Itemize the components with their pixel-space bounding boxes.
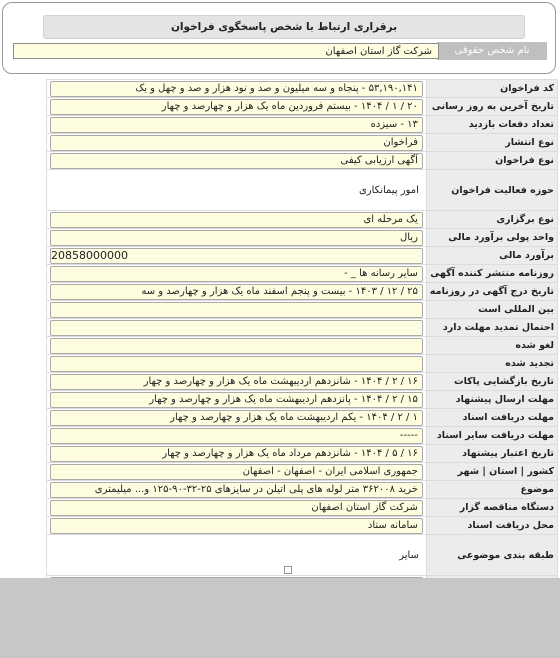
field-label: نوع فراخوان (426, 152, 557, 170)
field-label: حوزه فعالیت فراخوان (426, 170, 557, 211)
field-value: یک مرحله ای (50, 212, 423, 228)
field-label: تعداد دفعات بازدید (426, 116, 557, 134)
field-value: خرید ۳۶۲۰۰۸ متر لوله های پلی اتیلن در سایزهای ۲۵-۳۲-۹۰-۱۲۵ و... میلیمتری (50, 482, 423, 498)
field-value (50, 320, 423, 336)
field-value: ----- (50, 428, 423, 444)
detail-row (47, 535, 558, 576)
field-value-cell (47, 283, 427, 301)
field-value-cell (47, 80, 427, 98)
field-value: ۵۳,۱۹۰,۱۴۱ - پنجاه و سه میلیون و صد و نود هزار و صد و چهل و یک (50, 81, 423, 97)
entity-label: نام شخص حقوقی (437, 42, 547, 60)
detail-row (47, 80, 558, 98)
field-value: ۱۶ / ۵ / ۱۴۰۴ - شانزدهم مرداد ماه یک هزار و چهارصد و چهار (50, 446, 423, 462)
field-value: فراخوان (50, 135, 423, 151)
detail-row (47, 301, 558, 319)
field-value: سامانه ستاد (50, 518, 423, 534)
field-value-cell (47, 517, 427, 535)
detail-row (47, 481, 558, 499)
tender-details-table (46, 79, 558, 594)
field-label: لغو شده (426, 337, 557, 355)
field-value: 20858000000 (50, 248, 423, 264)
field-label: تاریخ آخرین به روز رسانی (426, 98, 557, 116)
field-value-cell (47, 535, 427, 576)
field-label: واحد پولی برآورد مالی (426, 229, 557, 247)
field-value-cell (47, 116, 427, 134)
field-value-cell (47, 319, 427, 337)
field-value: ۲۰ / ۱ / ۱۴۰۴ - بیستم فروردین ماه یک هزار و چهارصد و چهار (50, 99, 423, 115)
field-label: کشور | استان | شهر (426, 463, 557, 481)
field-value-cell (47, 170, 427, 211)
field-value-cell (47, 445, 427, 463)
field-label: دستگاه مناقصه گزار (426, 499, 557, 517)
field-value-cell (47, 373, 427, 391)
detail-row (47, 265, 558, 283)
detail-row (47, 229, 558, 247)
field-value-cell (47, 427, 427, 445)
detail-row (47, 283, 558, 301)
field-value: آگهی ارزیابی کیفی (50, 153, 423, 169)
field-value-cell (47, 409, 427, 427)
field-value: امور پیمانکاری (358, 184, 419, 196)
field-label: کد فراخوان (426, 80, 557, 98)
field-value: ۱۳ - سیزده (50, 117, 423, 133)
detail-row (47, 170, 558, 211)
field-label: روزنامه منتشر کننده آگهی (426, 265, 557, 283)
contact-panel (2, 2, 556, 74)
field-label: مهلت دریافت سایر اسناد (426, 427, 557, 445)
field-value-cell (47, 337, 427, 355)
field-label: تجدید شده (426, 355, 557, 373)
field-value-cell (47, 499, 427, 517)
footer-band (0, 578, 560, 658)
field-value-cell (47, 98, 427, 116)
field-value-cell (47, 463, 427, 481)
field-value-cell (47, 211, 427, 229)
field-label: نوع انتشار (426, 134, 557, 152)
field-label: تاریخ درج آگهی در روزنامه (426, 283, 557, 301)
field-value (50, 356, 423, 372)
page-marker (284, 566, 292, 574)
field-label: تاریخ اعتبار پیشنهاد (426, 445, 557, 463)
detail-row (47, 134, 558, 152)
field-label: احتمال تمدید مهلت دارد (426, 319, 557, 337)
field-label: تاریخ بازگشایی پاکات (426, 373, 557, 391)
field-value: ۲۵ / ۱۲ / ۱۴۰۳ - بیست و پنجم اسفند ماه یک هزار و چهارصد و سه (50, 284, 423, 300)
field-value: ۱۵ / ۲ / ۱۴۰۴ - پانزدهم اردیبهشت ماه یک هزار و چهارصد و چهار (50, 392, 423, 408)
field-value: شرکت گاز استان اصفهان (50, 500, 423, 516)
field-value-cell (47, 134, 427, 152)
field-value (50, 302, 423, 318)
field-label: بین المللی است (426, 301, 557, 319)
field-label: محل دریافت اسناد (426, 517, 557, 535)
field-value-cell (47, 229, 427, 247)
detail-row (47, 152, 558, 170)
field-label: نوع برگزاری (426, 211, 557, 229)
field-value-cell (47, 247, 427, 265)
detail-row (47, 116, 558, 134)
field-value (50, 338, 423, 354)
detail-row (47, 445, 558, 463)
field-value-cell (47, 265, 427, 283)
detail-row (47, 517, 558, 535)
field-value-cell (47, 481, 427, 499)
detail-row (47, 355, 558, 373)
detail-row (47, 98, 558, 116)
detail-row (47, 499, 558, 517)
field-label: مهلت دریافت اسناد (426, 409, 557, 427)
detail-row (47, 319, 558, 337)
field-label: موضوع (426, 481, 557, 499)
field-value: ریال (50, 230, 423, 246)
field-label: برآورد مالی (426, 247, 557, 265)
detail-row (47, 211, 558, 229)
field-value-cell (47, 355, 427, 373)
contact-title: برقراری ارتباط با شخص پاسخگوی فراخوان (43, 15, 525, 39)
field-value: ۱ / ۲ / ۱۴۰۴ - یکم اردیبهشت ماه یک هزار و چهارصد و چهار (50, 410, 423, 426)
detail-row (47, 391, 558, 409)
field-value-cell (47, 152, 427, 170)
detail-row (47, 247, 558, 265)
entity-value: شرکت گاز استان اصفهان (13, 43, 439, 59)
field-value: سایر (399, 549, 419, 561)
field-label: طبقه بندی موضوعی (426, 535, 557, 576)
detail-row (47, 409, 558, 427)
field-value-cell (47, 301, 427, 319)
field-label: مهلت ارسال پیشنهاد (426, 391, 557, 409)
field-value: ۱۶ / ۲ / ۱۴۰۴ - شانزدهم اردیبهشت ماه یک هزار و چهارصد و چهار (50, 374, 423, 390)
detail-row (47, 373, 558, 391)
detail-row (47, 463, 558, 481)
field-value: سایر رسانه ها _ - (50, 266, 423, 282)
field-value: جمهوری اسلامی ایران - اصفهان - اصفهان (50, 464, 423, 480)
field-value-cell (47, 391, 427, 409)
detail-row (47, 337, 558, 355)
detail-row (47, 427, 558, 445)
